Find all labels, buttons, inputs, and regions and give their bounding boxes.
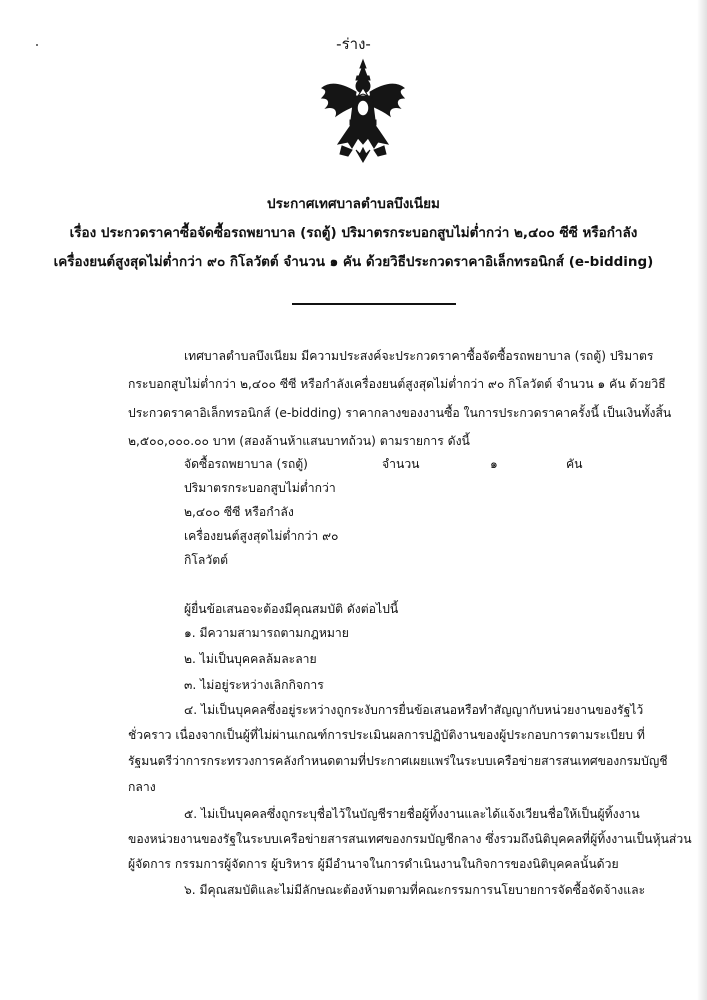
qualification-item: ๕. ไม่เป็นบุคคลซึ่งถูกระบุชื่อไว้ในบัญชีรายชื่อผู้ทิ้งงานและได้แจ้งเวียนชื่อให้เป็นผู้ทิ้งงาน [184,807,640,821]
item-description-line: กิโลวัตต์ [184,553,229,567]
qualification-item: ๔. ไม่เป็นบุคคลซึ่งอยู่ระหว่างถูกระงับการยื่นข้อเสนอหรือทำสัญญากับหน่วยงานของรัฐไว้ [184,703,644,717]
subject-line-2: เครื่องยนต์สูงสุดไม่ต่ำกว่า ๙๐ กิโลวัตต์ จำนวน ๑ คัน ด้วยวิธีประกวดราคาอิเล็กทรอนิกส์ (e-bidding) [53,254,654,270]
intro-line: ประกวดราคาอิเล็กทรอนิกส์ (e-bidding) ราคากลางของงานซื้อ ในการประกวดราคาครั้งนี้ เป็นเงินทั้งสิ้น [128,406,672,420]
draft-mark: -ร่าง- [336,35,371,53]
title-divider [292,303,456,305]
qualification-item-continued: ผู้จัดการ กรรมการผู้จัดการ ผู้บริหาร ผู้มีอำนาจในการดำเนินงานในกิจการของนิติบุคคลนั้นด้วย [128,857,619,871]
qualification-item: ๒. ไม่เป็นบุคคลล้มละลาย [184,652,317,666]
qualification-item: ๓. ไม่อยู่ระหว่างเลิกกิจการ [184,678,324,692]
intro-line: กระบอกสูบไม่ต่ำกว่า ๒,๔๐๐ ซีซี หรือกำลังเครื่องยนต์สูงสุดไม่ต่ำกว่า ๙๐ กิโลวัตต์ จำนวน ๑ คัน ด้วยวิธี [128,377,666,391]
item-quantity: ๑ [490,457,498,471]
announcement-title: ประกาศเทศบาลตำบลบึงเนียม [267,196,440,212]
qualification-item-continued: ชั่วคราว เนื่องจากเป็นผู้ที่ไม่ผ่านเกณฑ์การประเมินผลการปฏิบัติงานของผู้ประกอบการตามระเบียบ ที่ [128,728,645,742]
scan-edge-shadow [697,0,707,1000]
subject-line-1: เรื่อง ประกวดราคาซื้อจัดซื้อรถพยาบาล (รถตู้) ปริมาตรกระบอกสูบไม่ต่ำกว่า ๒,๔๐๐ ซีซี หรือกำลัง [69,225,638,241]
item-description-line: จัดซื้อรถพยาบาล (รถตู้) [184,457,308,471]
intro-line: ๒,๕๐๐,๐๐๐.๐๐ บาท (สองล้านห้าแสนบาทถ้วน) ตามรายการ ดังนี้ [128,434,470,448]
item-description-line: ๒,๔๐๐ ซีซี หรือกำลัง [184,505,294,519]
garuda-emblem-icon [318,58,408,163]
item-description-line: ปริมาตรกระบอกสูบไม่ต่ำกว่า [184,481,336,495]
qualification-item-continued: ของหน่วยงานของรัฐในระบบเครือข่ายสารสนเทศของกรมบัญชีกลาง ซึ่งรวมถึงนิติบุคคลที่ผู้ทิ้งงานเป็นหุ้นส่วน [128,832,692,846]
qualification-item: ๑. มีความสามารถตามกฎหมาย [184,626,349,640]
qualification-item: ๖. มีคุณสมบัติและไม่มีลักษณะต้องห้ามตามที่คณะกรรมการนโยบายการจัดซื้อจัดจ้างและ [184,883,646,897]
item-description-line: เครื่องยนต์สูงสุดไม่ต่ำกว่า ๙๐ [184,529,339,543]
qualification-item-continued: กลาง [128,780,156,794]
item-unit: คัน [566,457,583,471]
item-quantity-label: จำนวน [382,457,420,471]
qualification-item-continued: รัฐมนตรีว่าการกระทรวงการคลังกำหนดตามที่ประกาศเผยแพร่ในระบบเครือข่ายสารสนเทศของกรมบัญชี [128,754,668,768]
intro-line: เทศบาลตำบลบึงเนียม มีความประสงค์จะประกวดราคาซื้อจัดซื้อรถพยาบาล (รถตู้) ปริมาตร [184,349,654,363]
qualifications-heading: ผู้ยื่นข้อเสนอจะต้องมีคุณสมบัติ ดังต่อไปนี้ [184,602,399,616]
